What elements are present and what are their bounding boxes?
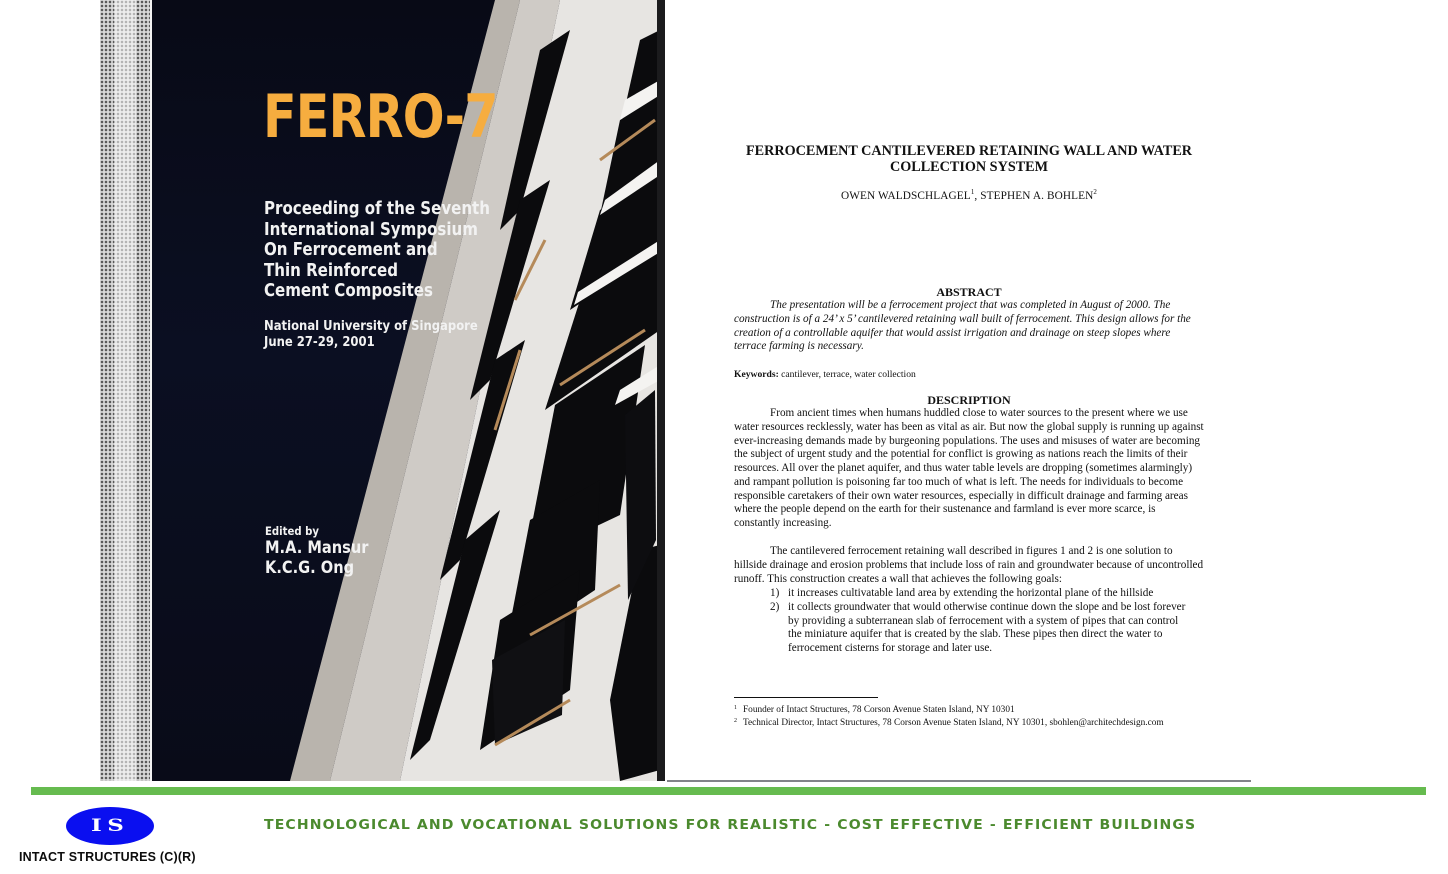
author-name: STEPHEN A. BOHLEN <box>980 189 1094 202</box>
logo-text: IS <box>90 816 130 836</box>
footnote-mark: 1 <box>734 705 737 711</box>
goal-item <box>734 601 1204 656</box>
paper-authors <box>734 188 1204 202</box>
footnote <box>734 703 1164 716</box>
goal-text: it increases cultivatable land area by extending the horizontal plane of the hillside <box>788 587 1154 599</box>
footer-divider-bar <box>31 787 1426 795</box>
company-tagline: TECHNOLOGICAL AND VOCATIONAL SOLUTIONS FOR REALISTIC - COST EFFECTIVE - EFFICIENT BUILDINGS <box>264 818 1197 833</box>
footnotes <box>734 703 1164 729</box>
footnote-text: Founder of Intact Structures, 78 Corson Avenue Staten Island, NY 10301 <box>743 705 1015 715</box>
book-cover <box>100 0 665 781</box>
page-bottom-edge <box>667 780 1251 782</box>
cover-subtitle-line: On Ferrocement and <box>264 240 438 260</box>
company-name: INTACT STRUCTURES (C)(R) <box>19 850 196 864</box>
paper-title-line: COLLECTION SYSTEM <box>889 159 1049 175</box>
abstract-text <box>734 299 1204 354</box>
cover-venue-line: National University of Singapore <box>264 318 478 334</box>
company-logo[interactable] <box>66 807 154 845</box>
cover-subtitle <box>264 199 490 302</box>
cover-subtitle-line: International Symposium <box>264 219 478 240</box>
keywords-value: cantilever, terrace, water collection <box>778 369 916 380</box>
description-text: From ancient times when humans huddled close to water sources to the present where we use water resources recklessly, water has been as vital as air. But now the global supply is running up against ever-increasing demands made by burgeoning populations. The uses and misuses of water are becoming the subject of urgent study and the potential for conflict is growing as nations reach the limits of their resources. All over the planet aquifer, and thus water table levels are dropping (sometimes alarmingly) and rampant pollution is poisoning far too much of what is left. The needs for individuals to become responsible caretakers of their own water resources, especially in difficult drainage and farming areas where the people depend on the earth for their sustenance and farmland is ever more scarce, is constantly increasing. <box>734 407 1204 529</box>
goal-number: 2) <box>770 600 780 613</box>
goal-item <box>734 587 1204 601</box>
footnote-text: Technical Director, Intact Structures, 78 Corson Avenue Staten Island, NY 10301, sbohlen@architechdesign.com <box>743 718 1164 728</box>
description-paragraph-2 <box>734 545 1204 586</box>
description-heading: DESCRIPTION <box>927 393 1011 407</box>
cover-editors <box>265 538 368 578</box>
cover-date-line: June 27-29, 2001 <box>264 333 375 350</box>
author-footnote-mark: 2 <box>1093 188 1097 196</box>
cover-editor: K.C.G. Ong <box>265 558 355 578</box>
goals-list <box>734 587 1204 656</box>
description-text: The cantilevered ferrocement retaining wall described in figures 1 and 2 is one solution to hillside drainage and erosion problems that include loss of rain and groundwater because of uncontrolled runoff. This construction creates a wall that achieves the following goals: <box>734 545 1204 585</box>
cover-subtitle-line: Proceeding of the Seventh <box>264 199 490 219</box>
abstract-heading: ABSTRACT <box>936 285 1002 299</box>
footnote-rule <box>734 697 878 698</box>
goal-text: it collects groundwater that would otherwise continue down the slope and be lost forever by providing a subterranean slab of ferrocement with a system of pipes that can control the miniature aquifer that is created by the slab. These pipes then direct the water to ferrocement cisterns for storage and later use. <box>788 600 1186 654</box>
cover-edited-by: Edited by <box>265 524 319 538</box>
cover-title: FERRO-7 <box>263 82 498 152</box>
description-paragraph-1 <box>734 407 1204 531</box>
cover-subtitle-line: Cement Composites <box>264 281 433 301</box>
author-name: OWEN WALDSCHLAGEL <box>840 189 971 202</box>
author-separator: , <box>974 189 981 202</box>
cover-editor: M.A. Mansur <box>265 538 369 558</box>
author-footnote-mark: 1 <box>970 188 975 196</box>
abstract-body: The construction is of a 24’ x 5’ cantilevered retaining wall built of ferrocement. This design allows for the creation of a controllable aquifer that would assist irrigation and drainage on steep slopes where terrace farming is necessary. <box>734 299 1191 353</box>
cover-venue <box>264 319 478 350</box>
paper-title <box>734 143 1204 175</box>
keywords <box>734 369 916 380</box>
paper-title-line: FERROCEMENT CANTILEVERED RETAINING WALL AND WATER <box>745 143 1193 159</box>
abstract-first-line: The presentation will be a ferrocement project that was completed in August of 2000. <box>770 299 1151 311</box>
footnote <box>734 716 1164 729</box>
goal-number: 1) <box>770 587 780 599</box>
cover-subtitle-line: Thin Reinforced <box>264 260 398 281</box>
footnote-mark: 2 <box>734 718 737 724</box>
keywords-label: Keywords: <box>734 369 779 380</box>
